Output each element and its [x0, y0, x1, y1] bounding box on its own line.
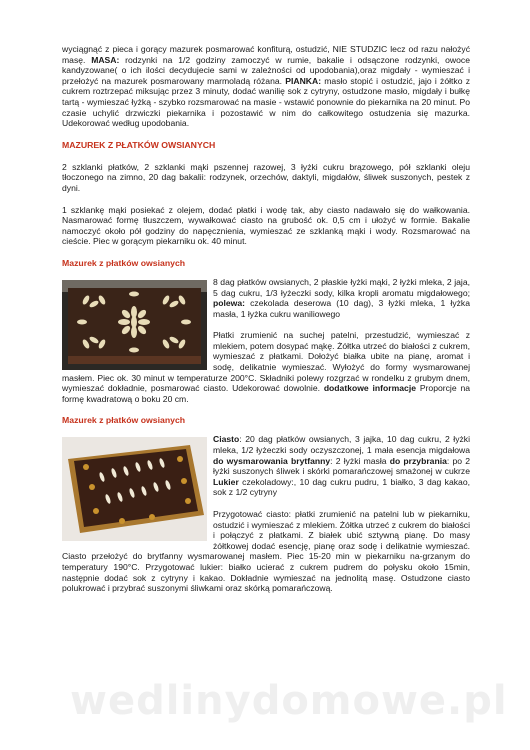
lukier-label: Lukier: [213, 476, 239, 487]
intro-paragraph: [62, 44, 470, 129]
section3-recipe: [62, 434, 470, 593]
document-page: [62, 44, 470, 594]
section2-ingredients-text-2: czekolada deserowa (10 dag), 3 łyżki mleka, 1 łyżka masła, 1 łyżka cukru waniliowego: [213, 298, 470, 319]
section1-ingredients: 2 szklanki płatków, 2 szklanki mąki pszennej razowej, 3 łyżki cukru brązowego, pół szklanki oleju tłoczonego na zimno, 20 dag bakalii: rodzynek, orzechów, daktyli, migdałów, śliwek suszonych, pestek z dyni.: [62, 161, 470, 193]
section3-ingredients-text: : 20 dag płatków owsianych, 3 jajka, 10 dag cukru, 2 łyżki mleka, 1/2 łyżeczki sody oczyszczonej, 1 mała esencja migdałowa: [213, 434, 470, 456]
intro-text-1: wyciągnąć z pieca i gorący mazurek posmarować konfiturą, ostudzić, NIE STUDZIC lecz od razu nałożyć masę.: [62, 44, 470, 65]
section1-title: MAZUREK Z PŁATKÓW OWSIANYCH: [62, 139, 216, 150]
section2-method-text-2: Proporcje na formę kwadratową o boku 20 cm.: [62, 383, 470, 404]
section1-method: 1 szklankę mąki posiekać z olejem, dodać płatki i wodę tak, aby ciasto nadawało się do wałkowania. Nasmarować formę tłuszczem, wywałkować ciasto na grubość ok. 0,5 cm i ułożyć w formie. Bakalie namoczyć około pół godziny do napęcznienia, wymieszać ze szklanką mąki i wody. Rozsmarować na cieście. Piec w gorącym piekarniku ok. 40 minut.: [62, 204, 470, 247]
cake-image-1: [62, 280, 207, 370]
section3-method: Przygotować ciasto: płatki zrumienić na patelni lub w piekarniku, ostudzić i wymieszać z mlekiem. Żółtka utrzeć z cukrem do białości i połączyć z płatkami. Z białek ubić sztywną pianę. Do masy żółtkowej dodać esencję, pianę oraz sodę i delikatnie wymieszać. Ciasto przełożyć do brytfanny wysmarowanej masłem. Piec 15-20 min w piekarniku na-grzanym do temperatury 190°C. Przygotować lukier: białko ucierać z cukrem pudrem do połysku około 15min, następnie dodać sok z cytryny i kakao. Dokładnie wymieszać na jednolitą masę. Ostudzone ciasto polukrować i przybrać suszonymi śliwkami oraz skórką pomarańczową.: [62, 509, 470, 594]
intro-text-2: rodzynki na 1/2 godziny zamoczyć w rumie, bakalie i odsączone rodzynki, owoce kandyzowane( o ich ilości decydujecie sami w zależności od upodobania),oraz migdały - wymieszać i przełożyć na mazurek posmarowany marmoladą różana.: [62, 54, 470, 86]
dodatkowe-informacje-label: dodatkowe informacje: [323, 383, 416, 394]
section2-title: Mazurek z płatków owsianych: [62, 257, 186, 268]
mazurek-photo-1: [62, 280, 207, 370]
section3-title: Mazurek z płatków owsianych: [62, 415, 186, 426]
watermark: wedlinydomowe.pl: [70, 678, 508, 724]
polewa-label: polewa:: [213, 298, 245, 309]
section2-ingredients-text: 8 dag płatków owsianych, 2 płaskie łyżki mąki, 2 łyżki mleka, 2 jaja, 5 dag cukru, 1/3 łyżeczki sody, kilka kropli aromatu migdałowego;: [213, 276, 470, 298]
section3-ingredients-text-2: : 2 łyżki masła: [330, 455, 390, 466]
intro-text-3: masło stopić i ostudzić, jajo i żółtko z cukrem roztrzepać miksując przez 3 minuty, dodać wanilię sok z cytryny, ostudzone masło, migdały i bułkę tartą - wymieszać łyżką - szybko rozsmarować na masie - wstawić ponownie do piekarnika na 20 minut. Po czasie uchylić drzwiczki piekarnika i pozostawić w nim do całkowitego ostudzenia się mazurka. Udekorować według upodobania.: [62, 75, 470, 129]
ciasto-label: Ciasto: [213, 434, 240, 445]
masa-label: MASA:: [91, 54, 120, 65]
section2-method-text: Płatki zrumienić na suchej patelni, przestudzić, wymieszać z mlekiem, potem dosypać mąkę. Żółtka utrzeć do białości z cukrem, wymieszać z płatkami. Dołożyć białka ubite na pianę, aromat i sodę, delikatnie wymieszać. Wyłożyć do formy wysmarowanej masłem. Piec ok. 30 minut w temperaturze 200°C. Składniki polewy rozgrzać w rondelku z grubym dnem, wymieszać dokładnie, posmarować ciasto. Udekorować dowolnie.: [62, 330, 470, 394]
section3-ingredients-text-4: czekoladowy:, 10 dag cukru pudru, 1 białko, 3 dag kakao, sok z 1/2 cytryny: [213, 476, 470, 498]
do-wysmarowania-label: do wysmarowania brytfanny: [213, 455, 331, 466]
pianka-label: PIANKA:: [285, 75, 322, 86]
section2-recipe: [62, 277, 470, 405]
mazurek-photo-2: [62, 437, 207, 541]
do-przybrania-label: do przybrania: [389, 455, 447, 466]
cake-image-2: [62, 437, 207, 541]
section3-ingredients-text-3: : po 2 łyżki suszonych śliwek i skórki pomarańczowej smażonej w cukrze: [213, 455, 470, 477]
